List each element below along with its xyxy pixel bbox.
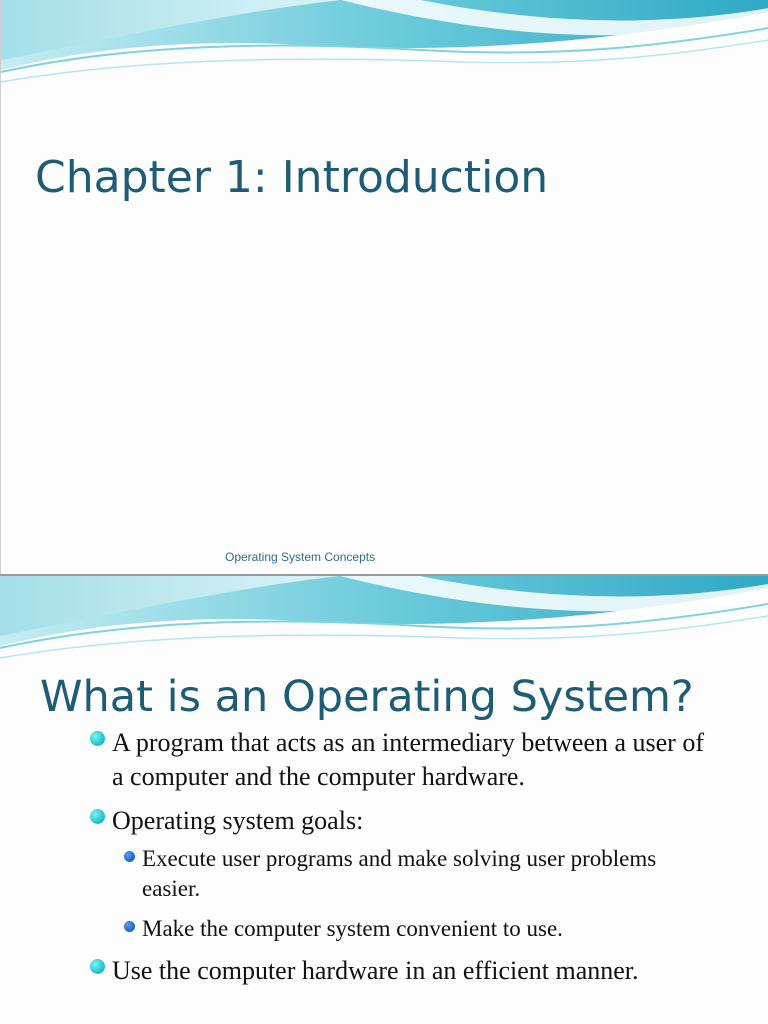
bullet-text: Operating system goals:: [112, 806, 364, 835]
header-wave-decoration: [1, 0, 768, 90]
slide-1-title: Chapter 1: Introduction: [35, 152, 549, 203]
sub-bullet-text: Make the computer system convenient to use.: [142, 916, 563, 941]
sub-bullet-text: Execute user programs and make solving user problems easier.: [142, 846, 657, 901]
sub-bullet-item: [112, 914, 708, 944]
bullet-text: A program that acts as an intermediary between a user of a computer and the computer hardware.: [112, 728, 704, 791]
bullet-dot-icon: [90, 959, 105, 974]
sub-bullet-list: [112, 844, 708, 944]
slide-footer: Operating System Concepts: [225, 550, 376, 564]
bullet-item: [0, 954, 768, 988]
sub-bullet-dot-icon: [124, 921, 135, 932]
bullet-text: Use the computer hardware in an efficient manner.: [112, 956, 639, 985]
bullet-item: [0, 804, 768, 944]
sub-bullet-dot-icon: [124, 851, 135, 862]
bullet-dot-icon: [90, 809, 105, 824]
bullet-dot-icon: [90, 731, 105, 746]
bullet-item: [0, 726, 768, 794]
header-wave-decoration: [0, 576, 768, 666]
slide-2: [0, 576, 768, 1024]
slide-2-title: What is an Operating System?: [40, 672, 694, 722]
bullet-list: [0, 726, 768, 998]
sub-bullet-item: [112, 844, 708, 904]
